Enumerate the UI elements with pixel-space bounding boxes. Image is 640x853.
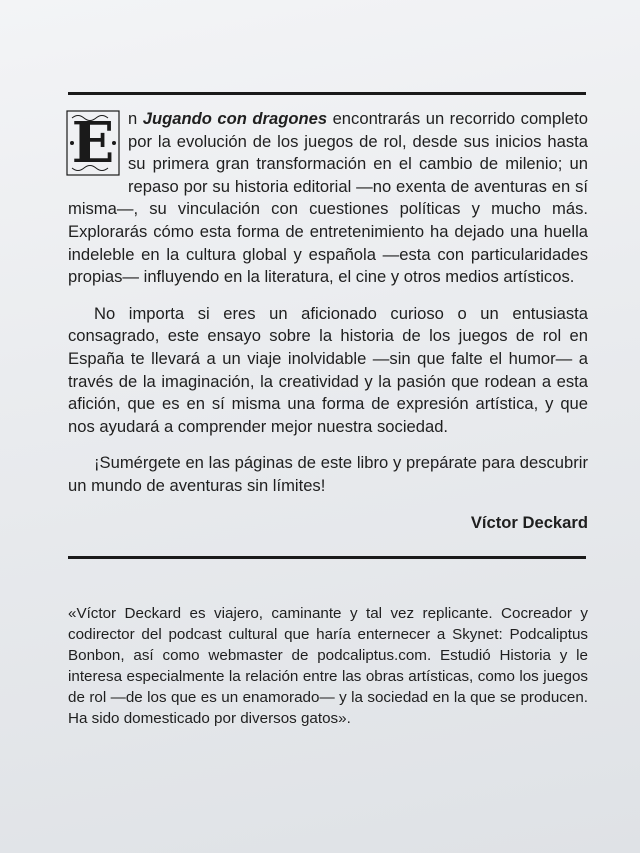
intro-paragraph-1	[68, 108, 588, 289]
intro-paragraph-2: No importa si eres un aficionado curioso o un entusiasta consagrado, este ensayo sobre la historia de los juegos de rol en España te llevará a un viaje inolvidable —sin que falte el humor— a través de la imaginación, la creatividad y la pasión que rodean a esta afición, que es en sí misma una forma de expresión artística, y que nos ayudará a comprender mejor nuestra sociedad.	[68, 303, 588, 436]
back-cover-blurb	[68, 92, 588, 559]
author-signature: Víctor Deckard	[470, 512, 588, 532]
top-rule	[68, 92, 586, 95]
intro-p1-start: n	[128, 109, 143, 128]
bottom-rule	[68, 556, 586, 559]
decorative-dropcap	[66, 110, 120, 176]
intro-paragraph-3: ¡Sumérgete en las páginas de este libro y prepárate para descubrir un mundo de aventuras sin límites!	[68, 453, 588, 495]
book-title: Jugando con dragones	[142, 109, 328, 128]
dropcap-letter: E	[71, 110, 115, 176]
author-bio: «Víctor Deckard es viajero, caminante y tal vez replicante. Cocreador y codirector del podcast cultural que haría enternecer a Skynet: Podcaliptus Bonbon, así como webmaster de podcaliptus.com. Estudió Historia y le interesa especialmente la relación entre las obras artísticas, como los juegos de rol —de los que es un enamorado— y la sociedad en la que se producen. Ha sido domesticado por diversos gatos».	[68, 605, 588, 727]
intro-p1-rest: encontrarás un recorrido completo por la evolución de los juegos de rol, desde sus inicios hasta su primera gran transformación en el cambio de milenio; un repaso por su historia editorial —no exenta de aventuras en sí misma—, su vinculación con cuestiones políticas y mucho más. Explorarás cómo esta forma de entretenimiento ha dejado una huella indeleble en la cultura global y española —esta con particularidades propias— influyendo en la literatura, el cine y otros medios artísticos.	[68, 109, 588, 287]
